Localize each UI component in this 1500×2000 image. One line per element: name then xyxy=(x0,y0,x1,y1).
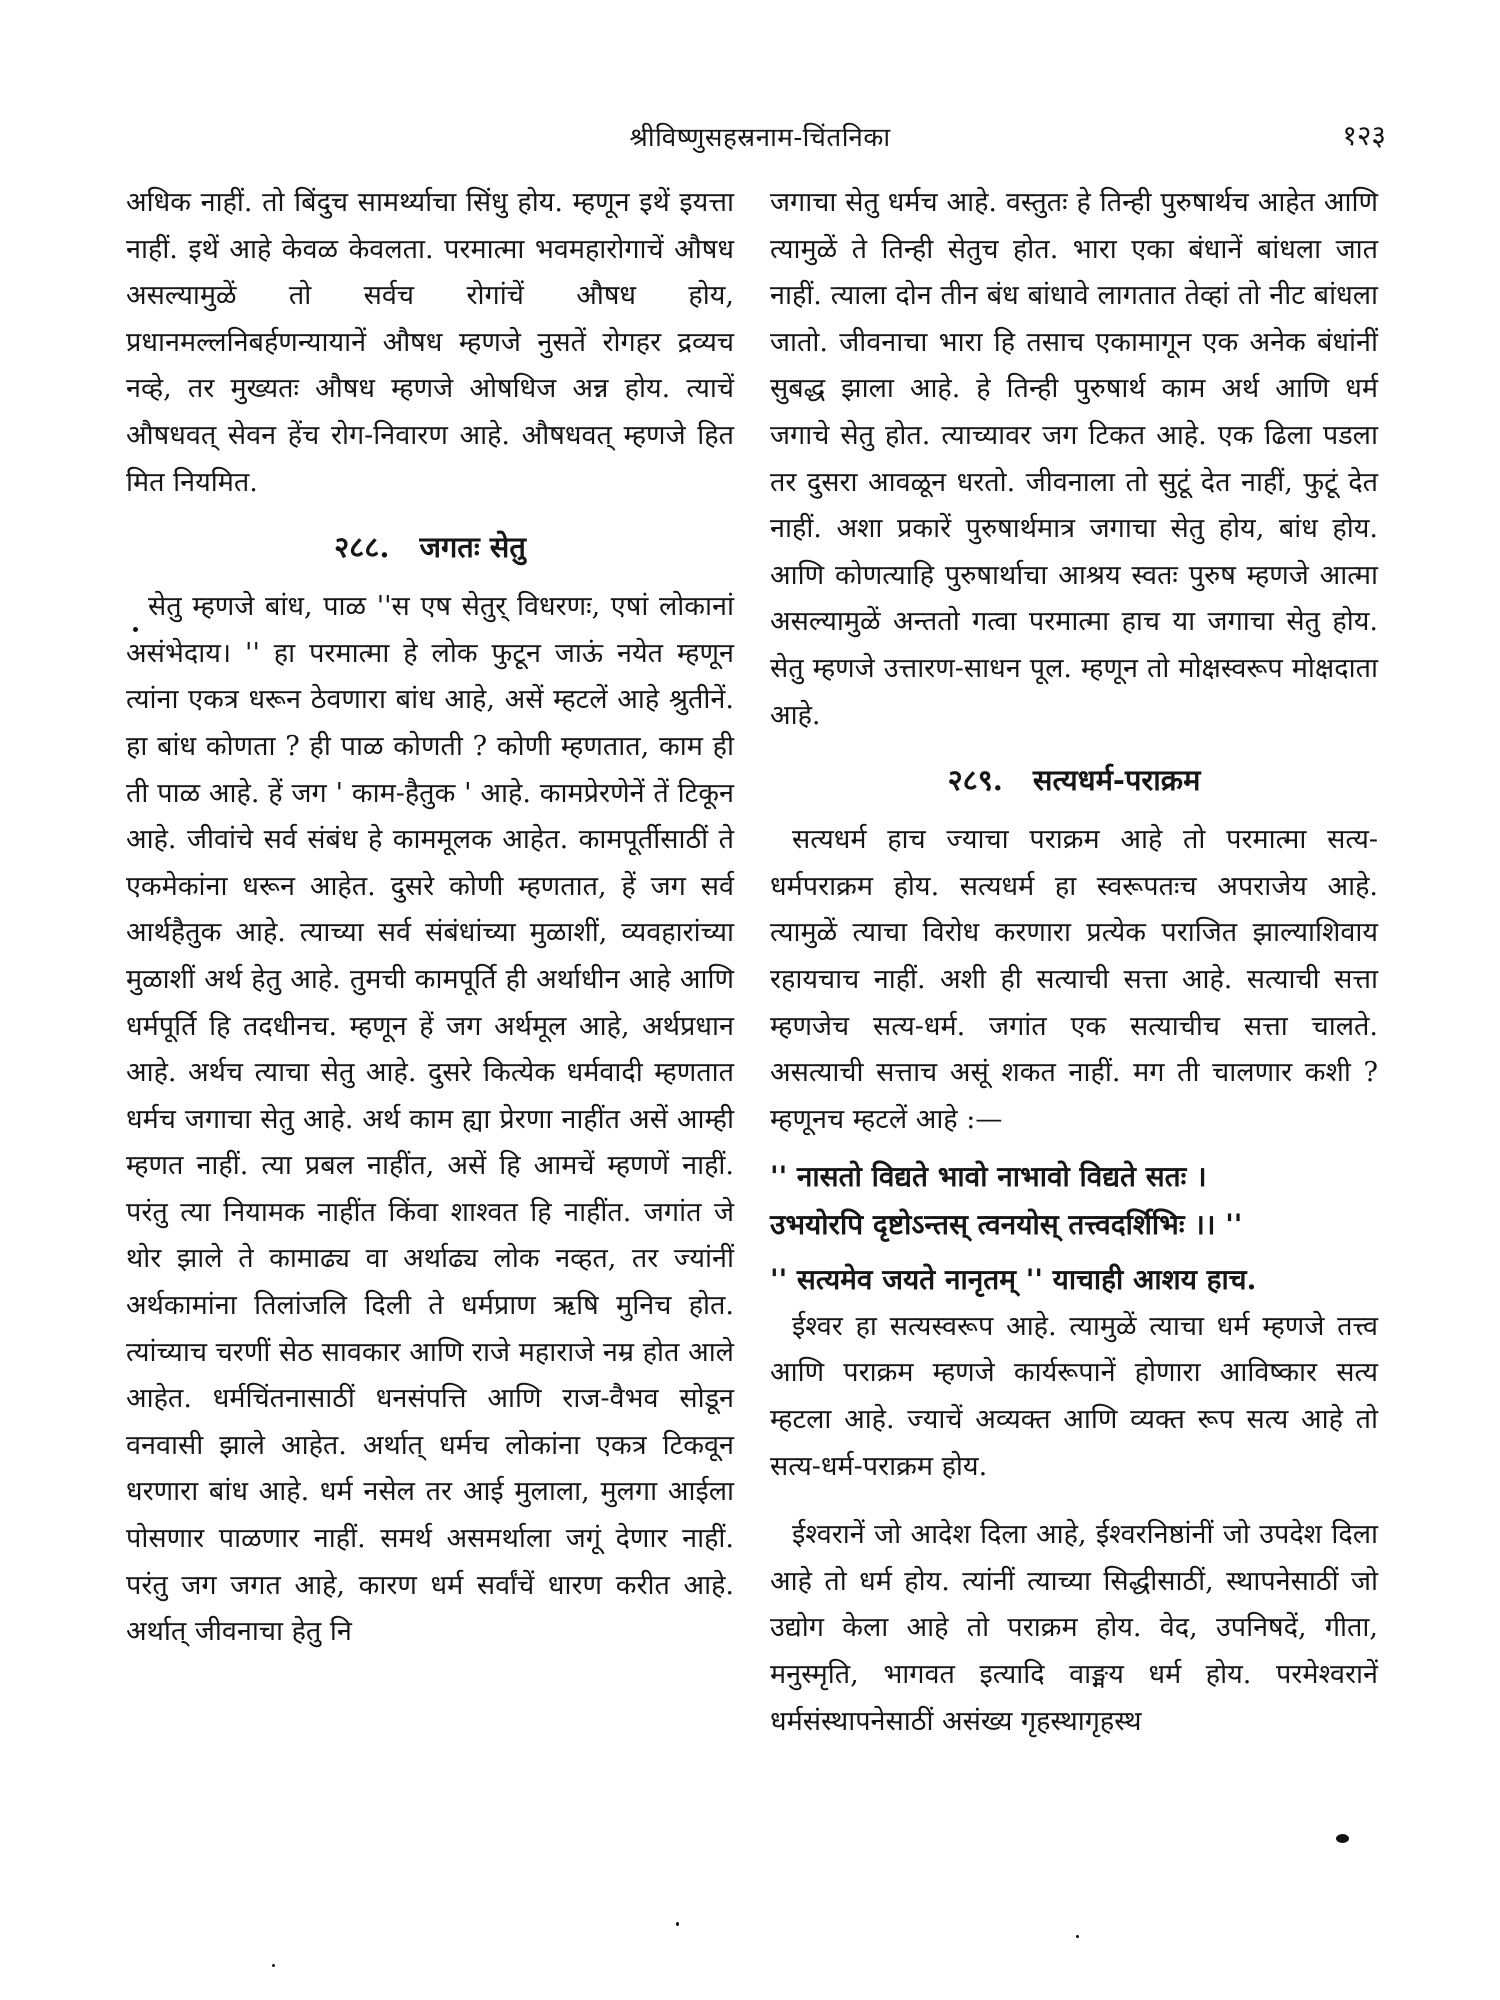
running-header: श्रीविष्णुसहस्रनाम-चिंतनिका xyxy=(629,123,891,153)
continuation-paragraph: जगाचा सेतु धर्मच आहे. वस्तुतः हे तिन्ही पुरुषार्थच आहेत आणि त्यामुळें ते तिन्ही सेतुच होत. भारा एका बंधानें बांधला जात नाहीं. त्याला दोन तीन बंध बांधावे लागतात तेव्हां तो नीट बांधला जातो. जीवनाचा भारा हि तसाच एकामागून एक अनेक बंधांनीं सुबद्ध झाला आहे. हे तिन्ही पुरुषार्थ काम अर्थ आणि धर्म जगाचे सेतु होत. त्याच्यावर जग टिकत आहे. एक ढिला पडला तर दुसरा आवळून धरतो. जीवनाला तो सुटूं देत नाहीं, फुटूं देत नाहीं. अशा प्रकारें पुरुषार्थमात्र जगाचा सेतु होय, बांध होय. आणि कोणत्याहि पुरुषार्थाचा आश्रय स्वतः पुरुष म्हणजे आत्मा असल्यामुळें अन्ततो गत्वा परमात्मा हाच या जगाचा सेतु होय. सेतु म्हणजे उत्तारण-साधन पूल. म्हणून तो मोक्षस्वरूप मोक्षदाता आहे. xyxy=(770,187,1378,731)
paragraph: ईश्वरानें जो आदेश दिला आहे, ईश्वरनिष्ठांनीं जो उपदेश दिला आहे तो धर्म होय. त्यांनीं त्याच्या सिद्धीसाठीं, स्थापनेसाठीं जो उद्योग केला आहे तो पराक्रम होय. वेद, उपनिषदें, गीता, मनुस्मृति, भागवत इत्यादि वाङ्मय धर्म होय. परमेश्वरानें धर्मसंस्थापनेसाठीं असंख्य गृहस्थागृहस्थ xyxy=(770,1519,1378,1737)
scan-speck xyxy=(272,1964,275,1967)
section-heading-289 xyxy=(770,755,1378,805)
section-number: २८८. xyxy=(334,530,390,565)
section-288-body: सेतु म्हणजे बांध, पाळ ''स एष सेतुर् विधरणः, एषां लोकानां असंभेदाय। '' हा परमात्मा हे लोक फुटून जाऊं नयेत म्हणून त्यांना एकत्र धरून ठेवणारा बांध आहे, असें म्हटलें आहे श्रुतीनें. हा बांध कोणता ? ही पाळ कोणती ? कोणी म्हणतात, काम ही ती पाळ आहे. हें जग ' काम-हैतुक ' आहे. कामप्रेरणेनें तें टिकून आहे. जीवांचे सर्व संबंध हे काममूलक आहेत. कामपूर्तीसाठीं ते एकमेकांना धरून आहेत. दुसरे कोणी म्हणतात, हें जग सर्व आर्थहैतुक आहे. त्याच्या सर्व संबंधांच्या मुळाशीं, व्यवहारांच्या मुळाशीं अर्थ हेतु आहे. तुमची कामपूर्ति ही अर्थाधीन आहे आणि धर्मपूर्ति हि तदधीनच. म्हणून हें जग अर्थमूल आहे, अर्थप्रधान आहे. अर्थच त्याचा सेतु आहे. दुसरे कित्येक धर्मवादी म्हणतात धर्मच जगाचा सेतु आहे. अर्थ काम ह्या प्रेरणा नाहींत असें आम्ही म्हणत नाहीं. त्या प्रबल नाहींत, असें हि आमचें म्हणणें नाहीं. परंतु त्या नियामक नाहींत किंवा शाश्वत हि नाहींत. जगांत जे थोर झाले ते कामाढ्य वा अर्थाढ्य लोक नव्हत, तर ज्यांनीं अर्थकामांना तिलांजलि दिली ते धर्मप्राण ऋषि मुनिच होत. त्यांच्याच चरणीं सेठ सावकार आणि राजे महाराजे नम्र होत आले आहेत. धर्मचिंतनासाठीं धनसंपत्ति आणि राज-वैभव सोडून वनवासी झाले आहेत. अर्थात् धर्मच लोकांना एकत्र टिकवून धरणारा बांध आहे. धर्म नसेल तर आई मुलाला, मुलगा आईला पोसणार पाळणार नाहीं. समर्थ असमर्थाला जगूं देणार नाहीं. परंतु जग जगत आहे, कारण धर्म सर्वांचें धारण करीत आहे. अर्थात् जीवनाचा हेतु नि xyxy=(126,591,734,1648)
paragraph: ईश्वर हा सत्यस्वरूप आहे. त्यामुळें त्याचा धर्म म्हणजे तत्त्व आणि पराक्रम म्हणजे कार्यरूपानें होणारा आविष्कार सत्य म्हटला आहे. ज्याचें अव्यक्त आणि व्यक्त रूप सत्य आहे तो सत्य-धर्म-पराक्रम होय. xyxy=(770,1310,1378,1482)
scan-speck xyxy=(1336,1834,1349,1843)
section-title: सत्यधर्म-पराक्रम xyxy=(1032,763,1201,798)
right-column xyxy=(770,180,1378,1745)
section-title: जगतः सेतु xyxy=(419,530,526,565)
verse-line: '' नासतो विद्यते भावो नाभावो विद्यते सतः । xyxy=(770,1160,1207,1194)
verse-block xyxy=(770,1153,1378,1249)
scan-speck xyxy=(676,1922,679,1926)
section-heading-288 xyxy=(126,522,734,572)
intro-paragraph: अधिक नाहीं. तो बिंदुच सामर्थ्याचा सिंधु होय. म्हणून इथें इयत्ता नाहीं. इथें आहे केवळ केवलता. परमात्मा भवमहारोगाचें औषध असल्यामुळें तो सर्वच रोगांचें औषध होय, प्रधानमल्लनिबर्हणन्यायानें औषध म्हणजे नुसतें रोगहर द्रव्यच नव्हे, तर मुख्यतः औषध म्हणजे ओषधिज अन्न होय. त्याचें औषधवत् सेवन हेंच रोग-निवारण आहे. औषधवत् म्हणजे हित मित नियमित. xyxy=(126,187,734,498)
scan-speck xyxy=(133,627,138,632)
left-column xyxy=(126,180,734,1656)
section-289-body: सत्यधर्म हाच ज्याचा पराक्रम आहे तो परमात्मा सत्य-धर्मपराक्रम होय. सत्यधर्म हा स्वरूपतःच अपराजेय आहे. त्यामुळें त्याचा विरोध करणारा प्रत्येक पराजित झाल्याशिवाय रहायचाच नाहीं. अशी ही सत्याची सत्ता आहे. सत्याची सत्ता म्हणजेच सत्य-धर्म. जगांत एक सत्याचीच सत्ता चालते. असत्याची सत्ताच असूं शकत नाहीं. मग ती चालणार कशी ? म्हणूनच म्हटलें आहे :— xyxy=(770,824,1378,1135)
scan-speck xyxy=(1076,1935,1079,1938)
quote-line: '' सत्यमेव जयते नानृतम् '' याचाही आशय हाच. xyxy=(770,1263,1257,1297)
page-number: १२३ xyxy=(1342,119,1386,152)
verse-line: उभयोरपि दृष्टोऽन्तस् त्वनयोस् तत्त्वदर्शिभिः ।। '' xyxy=(770,1208,1243,1242)
section-number: २८९. xyxy=(947,763,1003,798)
